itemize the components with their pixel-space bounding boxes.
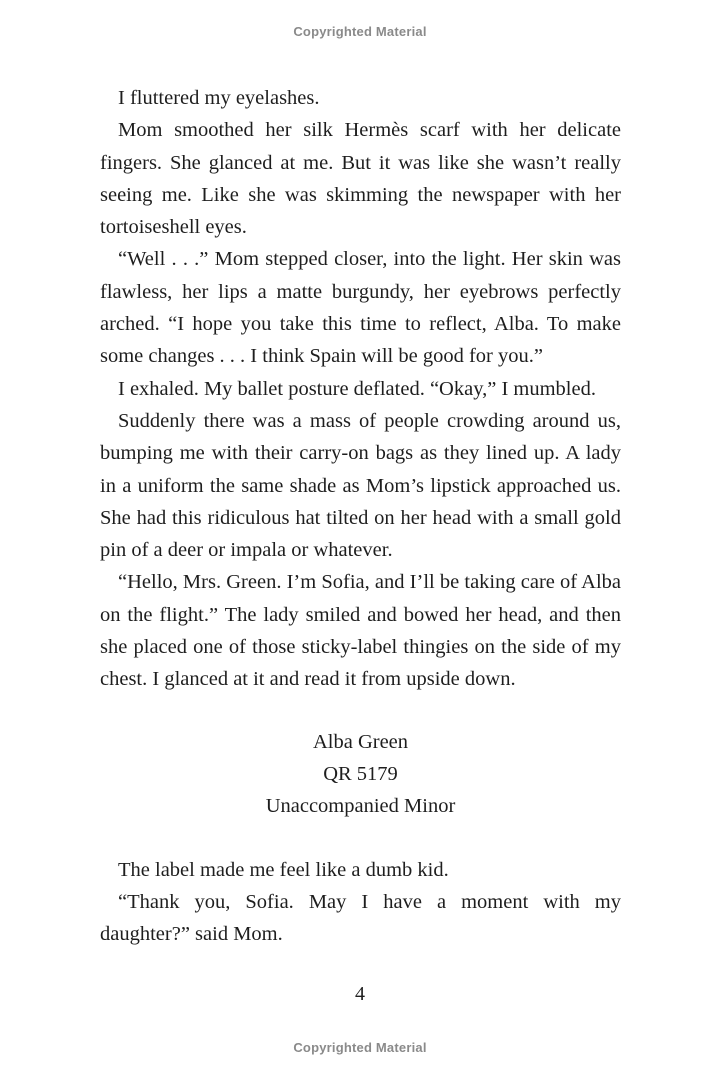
copyright-header: Copyrighted Material	[293, 24, 427, 39]
paragraph: “Hello, Mrs. Green. I’m Sofia, and I’ll be taking care of Alba on the flight.” The lady smiled and bowed her head, and then she placed one of those sticky-label thingies on the side of my chest. I glanced at it and read it from upside down.	[100, 571, 621, 691]
page-body	[100, 82, 621, 950]
paragraph: Mom smoothed her silk Hermès scarf with her delicate fingers. She glanced at me. But it was like she wasn’t really seeing me. Like she was skimming the newspaper with her tortoiseshell eyes.	[100, 119, 621, 239]
paragraph: I fluttered my eyelashes.	[118, 87, 320, 109]
label-flight: QR 5179	[323, 762, 398, 785]
page-number: 4	[355, 983, 365, 1005]
paragraph: I exhaled. My ballet posture deflated. “Okay,” I mumbled.	[118, 377, 596, 400]
paragraph: Suddenly there was a mass of people crowding around us, bumping me with their carry-on bags as they lined up. A lady in a uniform the same shade as Mom’s lipstick approached us. She had this ridiculous hat tilted on her head with a small gold pin of a deer or impala or whatever.	[100, 409, 621, 562]
name-label-block	[100, 726, 621, 823]
copyright-footer: Copyrighted Material	[293, 1040, 427, 1055]
label-status: Unaccompanied Minor	[265, 795, 456, 818]
label-name: Alba Green	[312, 730, 409, 753]
paragraph: “Thank you, Sofia. May I have a moment with my daughter?” said Mom.	[100, 890, 621, 946]
paragraph: The label made me feel like a dumb kid.	[118, 858, 449, 881]
paragraph: “Well . . .” Mom stepped closer, into the light. Her skin was flawless, her lips a matte burgundy, her eyebrows perfectly arched. “I hope you take this time to reflect, Alba. To make some changes . . . I think Spain will be good for you.”	[100, 248, 621, 368]
